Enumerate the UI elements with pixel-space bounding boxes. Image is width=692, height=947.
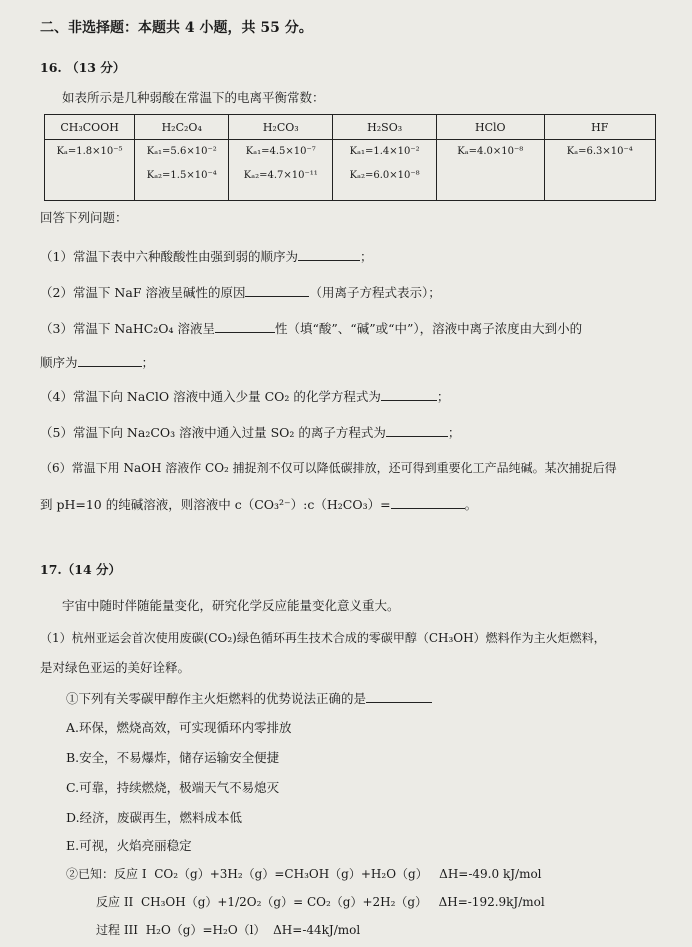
answer-blank[interactable]	[391, 496, 465, 509]
acid-constants	[229, 140, 333, 201]
acid-name: HF	[544, 115, 655, 140]
acid-name: H₂CO₃	[229, 115, 333, 140]
part-end: （用离子方程式表示）；	[309, 285, 441, 300]
reaction-equation: CO₂（g）+3H₂（g）=CH₃OH（g）+H₂O（g）	[154, 867, 428, 881]
answer-prompt: 回答下列问题：	[40, 210, 128, 225]
ka1-value: Kₐ₁=4.5×10⁻⁷	[245, 146, 316, 157]
answer-blank[interactable]	[381, 388, 437, 401]
reaction-enthalpy: ΔH=-192.9kJ/mol	[438, 895, 545, 909]
acid-name: HClO	[437, 115, 545, 140]
q17-part1: （1）杭州亚运会首次使用废碳(CO₂)绿色循环再生技术合成的零碳甲醇（CH₃OH）燃料作为主火炬燃料，	[40, 631, 606, 645]
acid-constants	[135, 140, 229, 201]
answer-blank[interactable]	[386, 424, 448, 437]
part-end: 。	[464, 497, 478, 512]
reaction-3	[96, 922, 360, 938]
reaction-label: 过程 III	[96, 923, 139, 937]
ka2-value: Kₐ₂=4.7×10⁻¹¹	[243, 170, 318, 181]
ka-value: Kₐ=6.3×10⁻⁴	[566, 146, 633, 157]
q16-part1	[40, 248, 372, 265]
ka-value: Kₐ=4.0×10⁻⁸	[457, 146, 524, 157]
answer-blank[interactable]	[215, 320, 275, 333]
answer-blank[interactable]	[245, 284, 309, 297]
part-text: 顺序为	[40, 355, 78, 370]
reaction-2	[96, 894, 545, 910]
acid-name: H₂C₂O₄	[135, 115, 229, 140]
acid-constants	[45, 140, 135, 201]
option-c: C.可靠，持续燃烧，极端天气不易熄灭	[66, 780, 280, 795]
part-text: （2）常温下 NaF 溶液呈碱性的原因	[40, 285, 246, 300]
q16-part4	[40, 388, 449, 405]
part-text: （5）常温下向 Na₂CO₃ 溶液中通入过量 SO₂ 的离子方程式为	[40, 425, 386, 440]
q17-heading: 17.（14 分）	[40, 562, 121, 577]
q16-heading: 16. （13 分）	[40, 60, 126, 75]
ionization-constant-table	[44, 114, 656, 201]
q16-part5	[40, 424, 460, 441]
option-e: E.可视，火焰亮丽稳定	[66, 838, 192, 853]
q17-sub1	[66, 690, 432, 707]
part-end: ；	[359, 249, 373, 264]
part-end: ；	[141, 355, 155, 370]
reaction-equation: CH₃OH（g）+1/2O₂（g）= CO₂（g）+2H₂（g）	[140, 895, 428, 909]
q16-part3-cont	[40, 354, 154, 371]
ka2-value: Kₐ₂=1.5×10⁻⁴	[146, 170, 217, 181]
part-end: ；	[436, 389, 450, 404]
acid-name: CH₃COOH	[45, 115, 135, 140]
answer-blank[interactable]	[298, 248, 360, 261]
q17-part1-cont: 是对绿色亚运的美好诠释。	[40, 660, 191, 675]
reaction-label: 反应 II	[96, 895, 134, 909]
section-title: 二、非选择题：本题共 4 小题，共 55 分。	[40, 20, 313, 36]
reaction-label: ②已知：反应 I	[66, 867, 147, 881]
part-text: （3）常温下 NaHC₂O₄ 溶液呈	[40, 321, 216, 336]
ka-value: Kₐ=1.8×10⁻⁵	[56, 146, 123, 157]
option-d: D.经济，废碳再生，燃料成本低	[66, 810, 243, 825]
q16-part2	[40, 284, 441, 301]
acid-constants	[333, 140, 437, 201]
q16-intro: 如表所示是几种弱酸在常温下的电离平衡常数：	[62, 90, 325, 105]
part-text: ①下列有关零碳甲醇作主火炬燃料的优势说法正确的是	[66, 691, 367, 706]
answer-blank[interactable]	[78, 354, 142, 367]
part-text: 到 pH=10 的纯碱溶液，则溶液中 c（CO₃²⁻）:c（H₂CO₃）=	[40, 497, 391, 512]
q16-part6: （6）常温下用 NaOH 溶液作 CO₂ 捕捉剂不仅可以降低碳排放，还可得到重要化工产品纯碱。某次捕捉后得	[40, 461, 617, 475]
q17-intro: 宇宙中随时伴随能量变化，研究化学反应能量变化意义重大。	[62, 598, 400, 613]
reaction-enthalpy: ΔH=-49.0 kJ/mol	[439, 867, 542, 881]
option-b: B.安全，不易爆炸，储存运输安全便捷	[66, 750, 280, 765]
ka1-value: Kₐ₁=1.4×10⁻²	[349, 146, 420, 157]
q16-part3	[40, 320, 582, 337]
acid-constants	[544, 140, 655, 201]
reaction-enthalpy: ΔH=-44kJ/mol	[273, 923, 361, 937]
acid-name: H₂SO₃	[333, 115, 437, 140]
reaction-1	[66, 866, 542, 882]
part-text: （4）常温下向 NaClO 溶液中通入少量 CO₂ 的化学方程式为	[40, 389, 381, 404]
ka1-value: Kₐ₁=5.6×10⁻²	[146, 146, 217, 157]
part-end: ；	[447, 425, 461, 440]
answer-blank[interactable]	[366, 690, 432, 703]
acid-constants	[437, 140, 545, 201]
option-a: A.环保，燃烧高效，可实现循环内零排放	[66, 720, 292, 735]
ka2-value: Kₐ₂=6.0×10⁻⁸	[349, 170, 420, 181]
part-text: 性（填“酸”、“碱”或“中”），溶液中离子浓度由大到小的	[275, 321, 583, 336]
q16-part6-cont	[40, 496, 477, 513]
reaction-equation: H₂O（g）=H₂O（l）	[145, 923, 266, 937]
part-text: （1）常温下表中六种酸酸性由强到弱的顺序为	[40, 249, 298, 264]
